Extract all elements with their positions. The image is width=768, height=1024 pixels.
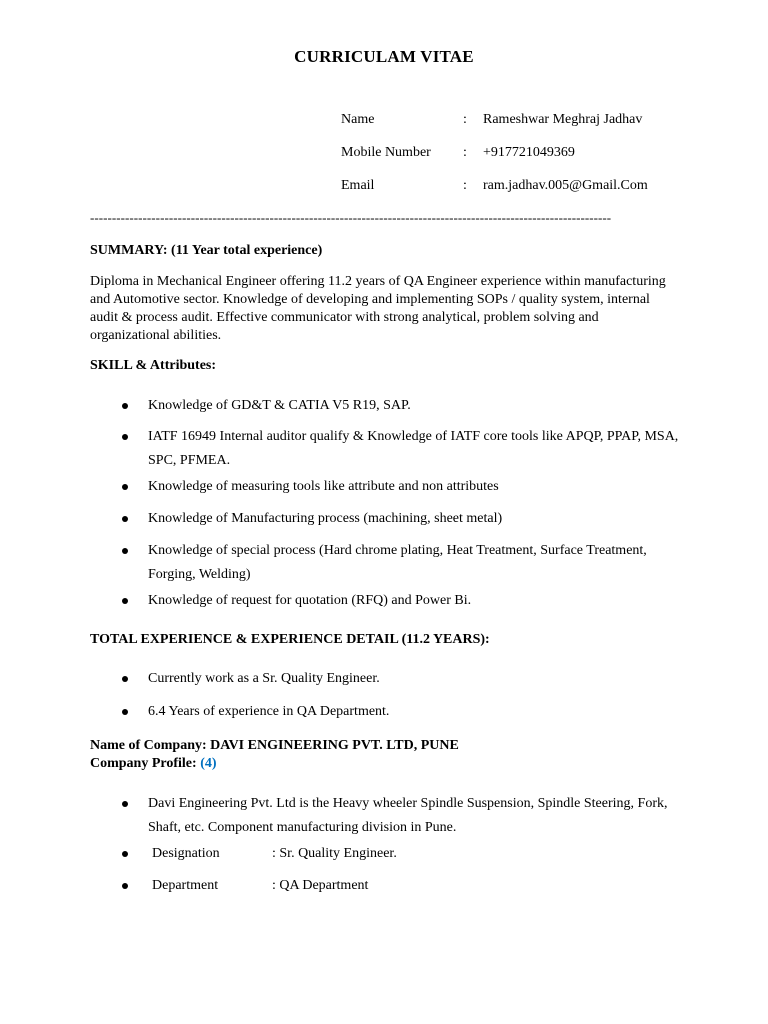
contact-colon: :: [463, 145, 467, 160]
contact-value-email: ram.jadhav.005@Gmail.Com: [483, 178, 648, 193]
experience-heading: TOTAL EXPERIENCE & EXPERIENCE DETAIL (11.2 YEARS):: [90, 632, 490, 647]
skills-heading: SKILL & Attributes:: [90, 358, 217, 373]
bullet-icon: [122, 883, 128, 889]
department-label: Department: [152, 878, 219, 893]
bullet-icon: [122, 801, 128, 807]
list-item-department: [122, 874, 682, 898]
list-item: Davi Engineering Pvt. Ltd is the Heavy wheeler Spindle Suspension, Spindle Steering, Fork, Shaft, etc. Component manufacturing division in Pune.: [122, 792, 682, 840]
list-item-designation: [122, 842, 682, 866]
list-item: Knowledge of measuring tools like attribute and non attributes: [122, 475, 682, 499]
contact-label: Mobile Number: [341, 145, 431, 160]
list-item: IATF 16949 Internal auditor qualify & Knowledge of IATF core tools like APQP, PPAP, MSA, SPC, PFMEA.: [122, 425, 682, 473]
contact-value-name: Rameshwar Meghraj Jadhav: [483, 112, 643, 127]
list-item: 6.4 Years of experience in QA Department.: [122, 700, 682, 724]
company-profile-line: [90, 756, 217, 772]
bullet-icon: [122, 434, 128, 440]
bullet-icon: [122, 484, 128, 490]
company-profile-ref-link[interactable]: (4): [200, 756, 217, 771]
contact-label: Email: [341, 178, 375, 193]
department-value: : QA Department: [272, 878, 369, 893]
bullet-icon: [122, 548, 128, 554]
company-name: Name of Company: DAVI ENGINEERING PVT. LTD, PUNE: [90, 738, 459, 753]
list-item: Knowledge of special process (Hard chrome plating, Heat Treatment, Surface Treatment, Forging, Welding): [122, 539, 682, 587]
contact-value-mobile: +917721049369: [483, 145, 575, 160]
contact-colon: :: [463, 178, 467, 193]
summary-heading: SUMMARY: (11 Year total experience): [90, 243, 323, 258]
bullet-icon: [122, 676, 128, 682]
company-list: [122, 792, 682, 898]
company-profile-label: Company Profile:: [90, 756, 197, 771]
list-item: Currently work as a Sr. Quality Engineer.: [122, 667, 682, 691]
section-divider: -----------------------------------------------------------------------------------------------------------------------: [90, 210, 612, 225]
list-item: Knowledge of request for quotation (RFQ) and Power Bi.: [122, 589, 682, 613]
experience-list: [122, 667, 682, 724]
bullet-icon: [122, 709, 128, 715]
designation-label: Designation: [152, 846, 220, 861]
page-title: CURRICULAM VITAE: [294, 47, 474, 66]
contact-label: Name: [341, 112, 375, 127]
contact-colon: :: [463, 112, 467, 127]
bullet-icon: [122, 403, 128, 409]
list-item: Knowledge of GD&T & CATIA V5 R19, SAP.: [122, 394, 682, 418]
bullet-icon: [122, 516, 128, 522]
bullet-icon: [122, 851, 128, 857]
designation-value: : Sr. Quality Engineer.: [272, 846, 397, 861]
list-item: Knowledge of Manufacturing process (machining, sheet metal): [122, 507, 682, 531]
skills-list: [122, 394, 682, 613]
bullet-icon: [122, 598, 128, 604]
summary-text: Diploma in Mechanical Engineer offering 11.2 years of QA Engineer experience within manufacturing and Automotive sector. Knowledge of developing and implementing SOPs / quality system, internal audit & process audit. Effective communicator with strong analytical, problem solving and organizational abilities.: [90, 274, 666, 343]
